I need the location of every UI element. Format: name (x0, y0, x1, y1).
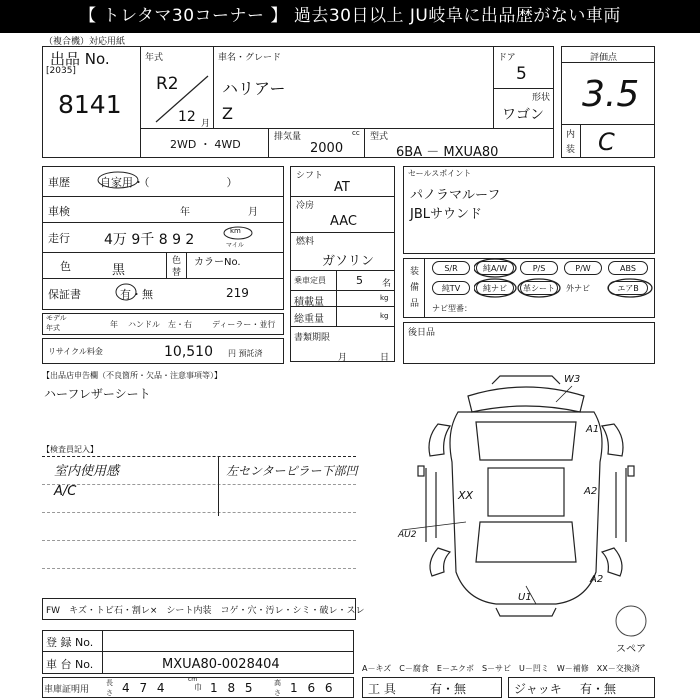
equip-leather: 革シート (520, 281, 558, 295)
mark-a2-rear: A2 (590, 574, 604, 585)
length-label: 長さ (106, 679, 113, 697)
history-label: 車歴 (48, 176, 70, 189)
equip-tv: 純TV (432, 281, 470, 295)
mileage-value: 4万 9千 8 9 2 (104, 232, 195, 248)
width-label: 巾 (194, 683, 202, 692)
model-grade: Z (222, 104, 233, 123)
equipment-label-2: 備 (410, 283, 420, 293)
fuel-value: ガソリン (322, 254, 375, 269)
grade-label: 評価点 (590, 53, 618, 63)
handle-side: ハンドル 左・右 (128, 320, 192, 329)
spare-tire-icon (614, 604, 648, 638)
mark-w3: W3 (564, 374, 581, 385)
chassis-label: 車 台 No. (46, 658, 94, 671)
after-notes-label: 後日品 (408, 328, 436, 338)
year-label: 年式 (145, 53, 164, 63)
lot-label: 出品 No. (50, 50, 110, 68)
after-notes-box (403, 322, 655, 364)
year-month: 12 (178, 109, 196, 125)
height-value: 1 6 6 (290, 681, 336, 695)
docs-deadline-month: 月 (338, 353, 348, 363)
shift-label: シフト (296, 171, 324, 181)
inspector-note-1: 室内使用感 A/C (54, 464, 120, 499)
navi-model-label: ナビ型番： (432, 304, 472, 313)
recycle-unit: 円 預託済 (228, 349, 263, 358)
model-code-value: 6BA － MXUA80 (396, 145, 499, 160)
interior-label-2: 装 (566, 145, 576, 155)
shape-label: 形状 (532, 93, 551, 103)
inspector-label: 【検査員記入】 (42, 445, 98, 454)
length-unit: cm (188, 676, 198, 683)
capacity-value: 5 (356, 274, 363, 287)
width-value: 1 8 5 (210, 681, 256, 695)
mark-a2-right: A2 (584, 486, 598, 497)
docs-deadline-label: 書類期限 (294, 333, 331, 343)
grade-score: 3.5 (582, 74, 640, 115)
history-circle (96, 170, 140, 190)
warranty-label: 保証書 (48, 288, 81, 301)
displacement-unit: cc (352, 129, 360, 137)
jack-label: ジャッキ (514, 682, 562, 696)
capacity-label: 乗車定員 (294, 276, 326, 285)
shape-value: ワゴン (502, 107, 544, 123)
fuel-label: 燃料 (296, 237, 315, 247)
inspection-label: 車検 (48, 205, 70, 218)
year-era: R2 (156, 74, 179, 94)
model-code-label: 型式 (370, 132, 389, 142)
glass-interior-text: FW キズ・トビ石・割レ× シート内装 コゲ・穴・汚レ・シミ・破レ・スレ (46, 606, 365, 616)
lot-number: 8141 (58, 90, 122, 119)
inspector-note-2: 左センターピラー下部凹 (226, 464, 358, 478)
equipment-label-1: 装 (410, 267, 420, 277)
spare-label: スペア (616, 644, 646, 655)
equipment-circles (474, 258, 654, 298)
tools-value: 有・無 (430, 682, 467, 696)
color-code-label: カラーNo. (194, 257, 241, 268)
year-month-unit: 月 (201, 119, 211, 129)
equip-power-steering: P/S (520, 261, 558, 275)
inspection-month: 月 (248, 207, 258, 218)
recycle-label: リサイクル料金 (48, 347, 103, 356)
color-code-value: 219 (226, 286, 249, 300)
load-unit: kg (380, 294, 389, 302)
registration-label: 登 録 No. (46, 636, 94, 649)
displacement-value: 2000 (310, 141, 344, 156)
capacity-unit: 名 (382, 279, 392, 289)
model-year-label-2: 年式 (46, 324, 60, 332)
warranty-circle (114, 282, 138, 302)
history-value: 自家用・（ ） (100, 176, 238, 189)
mark-a1: A1 (586, 424, 600, 435)
model-name: ハリアー (222, 79, 286, 98)
certificate-label: 車庫証明用 (44, 685, 90, 695)
color-change-1: 色 (172, 256, 182, 266)
equip-navi: 純ナビ (476, 281, 514, 295)
mileage-km-circle (222, 225, 254, 241)
sales-points-label: セールスポイント (408, 169, 472, 178)
equip-alloy-wheels: 純A/W (476, 261, 514, 275)
model-year-unit: 年 (110, 320, 118, 329)
warranty-value: 有・無 (120, 288, 153, 301)
recycle-value: 10,510 (164, 344, 213, 360)
docs-deadline-day: 日 (380, 353, 390, 363)
sales-point-1: パノラマルーフ (410, 188, 501, 203)
model-label: 車名・グレード (218, 53, 282, 63)
equipment-label-3: 品 (410, 299, 420, 309)
top-note: （複合機）対応用紙 (44, 37, 126, 47)
dealer-import: ディーラー・並行 (212, 320, 276, 329)
mileage-unit-mile: マイル (226, 242, 244, 249)
header-banner: 【 トレタマ30コーナー 】 過去30日以上 JU岐阜に出品歴がない車両 (0, 0, 700, 33)
ac-label: 冷房 (296, 201, 315, 211)
declaration-value: ハーフレザーシート (44, 387, 151, 401)
car-damage-diagram (396, 372, 662, 622)
drive-type: 2WD ・ 4WD (170, 138, 241, 151)
gross-weight-unit: kg (380, 312, 389, 320)
shift-value: AT (334, 180, 350, 195)
equip-sunroof: S/R (432, 261, 470, 275)
equip-airbag: エアB (608, 281, 648, 295)
interior-score: C (598, 128, 615, 156)
mileage-unit-km: km (230, 227, 241, 235)
displacement-label: 排気量 (274, 132, 302, 142)
mileage-label: 走行 (48, 232, 70, 245)
load-label: 積載量 (294, 297, 324, 308)
gross-weight-label: 総重量 (294, 314, 324, 325)
doors-value: 5 (516, 64, 527, 84)
inspection-year: 年 (180, 207, 190, 218)
length-value: 4 7 4 (122, 681, 168, 695)
jack-value: 有・無 (580, 682, 617, 696)
damage-legend: A－キズ C－腐食 E－エクボ S－サビ U－凹ミ W－補修 XX－交換済 (362, 664, 640, 673)
height-label: 高さ (274, 679, 281, 697)
mark-xx: XX (458, 489, 474, 502)
tools-label: 工 具 (368, 682, 396, 696)
interior-label-1: 内 (566, 130, 576, 140)
model-year-label-1: モデル (46, 314, 67, 322)
ac-value: AAC (330, 214, 357, 229)
mark-au2: AU2 (398, 530, 417, 540)
equip-power-windows: P/W (564, 261, 602, 275)
declaration-label: 【出品店申告欄（不良箇所・欠品・注意事項等）】 (42, 371, 222, 380)
lot-stamp: [2035] (46, 66, 76, 76)
equip-aftermarket-navi: 外ナビ (566, 284, 590, 293)
equip-abs: ABS (608, 261, 648, 275)
sales-point-2: JBLサウンド (410, 207, 482, 222)
color-change-2: 替 (172, 268, 182, 278)
doors-label: ドア (498, 53, 516, 63)
color-value: 黒 (112, 263, 126, 278)
color-label: 色 (60, 260, 71, 273)
chassis-value: MXUA80-0028404 (162, 657, 280, 672)
mark-u1: U1 (518, 592, 532, 603)
